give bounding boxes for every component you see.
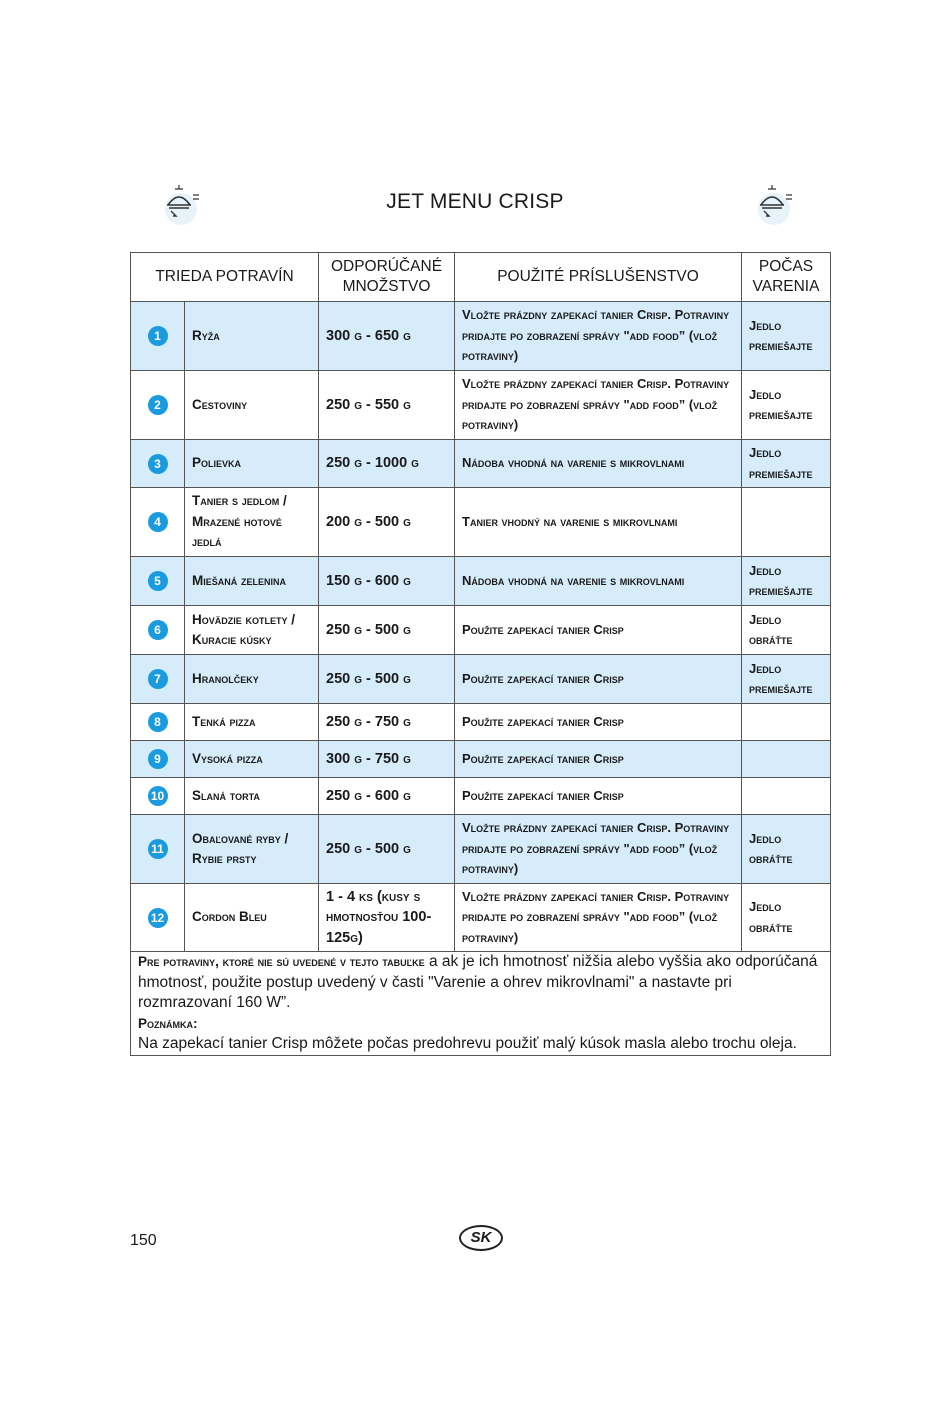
- accessory-cell: [455, 778, 742, 815]
- recommended-quantity: 1 - 4 ks (kusy s hmotnosťou 100-125g): [326, 888, 432, 946]
- row-number-badge-cell: [131, 371, 185, 440]
- food-category: Obaľované ryby / Rybie prsty: [192, 830, 289, 866]
- recommended-quantity: 150 g - 600 g: [326, 572, 411, 589]
- table-row: [131, 488, 831, 557]
- jet-menu-crisp-table: [130, 252, 831, 1056]
- accessory-cell: [455, 884, 742, 952]
- during-cooking: Jedlo premiešajte: [749, 660, 813, 696]
- recommended-quantity: 250 g - 550 g: [326, 396, 411, 413]
- during-cooking-cell: [742, 778, 831, 815]
- row-number-badge-cell: [131, 815, 185, 884]
- food-category-cell: [185, 440, 319, 488]
- note-lead: Pre potraviny, ktoré nie sú uvedené v tejto tabuľke: [138, 954, 425, 969]
- recommended-quantity: 250 g - 500 g: [326, 840, 411, 857]
- column-header: TRIEDA POTRAVÍN: [131, 253, 319, 302]
- accessory-cell: [455, 655, 742, 704]
- table-row: [131, 371, 831, 440]
- during-cooking-cell: [742, 302, 831, 371]
- note-body: Na zapekací tanier Crisp môžete počas predohrevu použiť malý kúsok masla alebo trochu oleja.: [138, 1035, 797, 1052]
- table-row: [131, 440, 831, 488]
- recommended-quantity-cell: [319, 557, 455, 606]
- recommended-quantity: 300 g - 650 g: [326, 327, 411, 344]
- accessory: Tanier vhodný na varenie s mikrovlnami: [462, 513, 678, 529]
- row-number-badge: 7: [148, 669, 168, 689]
- table-row: [131, 741, 831, 778]
- during-cooking-cell: [742, 884, 831, 952]
- food-category-cell: [185, 704, 319, 741]
- accessory-cell: [455, 704, 742, 741]
- table-row: [131, 815, 831, 884]
- food-category-cell: [185, 557, 319, 606]
- note-text: a ak je ich hmotnosť nižšia alebo vyššia ako odporúčaná hmotnosť, použite postup uvedený v časti "Varenie a ohrev mikrovlnami" a nastavte pri rozmrazovaní 160 W”.: [138, 953, 818, 1011]
- during-cooking-cell: [742, 606, 831, 655]
- recommended-quantity-cell: [319, 778, 455, 815]
- accessory: Použite zapekací tanier Crisp: [462, 621, 624, 637]
- food-category-cell: [185, 815, 319, 884]
- accessory: Nádoba vhodná na varenie s mikrovlnami: [462, 455, 685, 471]
- accessory-cell: [455, 488, 742, 557]
- row-number-badge: 3: [148, 454, 168, 474]
- during-cooking: Jedlo premiešajte: [749, 445, 813, 481]
- row-number-badge-cell: [131, 741, 185, 778]
- row-number-badge: 2: [148, 395, 168, 415]
- recommended-quantity: 250 g - 500 g: [326, 670, 411, 687]
- table-header-row: [131, 253, 831, 302]
- food-category: Hovädzie kotlety / Kuracie kúsky: [192, 611, 296, 647]
- recommended-quantity: 300 g - 750 g: [326, 750, 411, 767]
- accessory-cell: [455, 440, 742, 488]
- recommended-quantity-cell: [319, 302, 455, 371]
- food-category-cell: [185, 655, 319, 704]
- accessory: Použite zapekací tanier Crisp: [462, 750, 624, 766]
- row-number-badge: 10: [148, 786, 168, 806]
- row-number-badge-cell: [131, 606, 185, 655]
- row-number-badge-cell: [131, 884, 185, 952]
- during-cooking: Jedlo premiešajte: [749, 386, 813, 422]
- recommended-quantity-cell: [319, 704, 455, 741]
- during-cooking-cell: [742, 741, 831, 778]
- food-category-cell: [185, 371, 319, 440]
- during-cooking: Jedlo obráťte: [749, 830, 793, 866]
- accessory: Vložte prázdny zapekací tanier Crisp. Potraviny pridajte po zobrazení správy "add food” (vlož potraviny): [462, 307, 730, 364]
- column-header: POČAS VARENIA: [742, 253, 831, 302]
- food-category: Cordon Bleu: [192, 909, 267, 925]
- accessory-cell: [455, 302, 742, 371]
- row-number-badge: 1: [148, 326, 168, 346]
- food-category: Cestoviny: [192, 396, 248, 412]
- row-number-badge-cell: [131, 655, 185, 704]
- food-category: Slaná torta: [192, 787, 260, 803]
- accessory: Nádoba vhodná na varenie s mikrovlnami: [462, 572, 685, 588]
- food-category-cell: [185, 302, 319, 371]
- accessory: Vložte prázdny zapekací tanier Crisp. Potraviny pridajte po zobrazení správy "add food” (vlož potraviny): [462, 820, 730, 877]
- recommended-quantity-cell: [319, 488, 455, 557]
- during-cooking-cell: [742, 815, 831, 884]
- recommended-quantity: 200 g - 500 g: [326, 513, 411, 530]
- page-number: 150: [130, 1232, 157, 1249]
- table-row: [131, 302, 831, 371]
- food-category-cell: [185, 884, 319, 952]
- accessory-cell: [455, 371, 742, 440]
- food-category: Tenká pizza: [192, 713, 256, 729]
- during-cooking-cell: [742, 488, 831, 557]
- page-title: JET MENU CRISP: [386, 190, 564, 213]
- recommended-quantity-cell: [319, 440, 455, 488]
- during-cooking-cell: [742, 557, 831, 606]
- food-category: Miešaná zelenina: [192, 572, 287, 588]
- accessory: Použite zapekací tanier Crisp: [462, 670, 624, 686]
- recommended-quantity: 250 g - 500 g: [326, 621, 411, 638]
- table-row: [131, 778, 831, 815]
- accessory-cell: [455, 815, 742, 884]
- food-category: Hranolčeky: [192, 670, 259, 686]
- during-cooking-cell: [742, 655, 831, 704]
- accessory-cell: [455, 741, 742, 778]
- row-number-badge-cell: [131, 488, 185, 557]
- row-number-badge: 9: [148, 749, 168, 769]
- during-cooking: Jedlo obráťte: [749, 899, 793, 935]
- during-cooking-cell: [742, 704, 831, 741]
- during-cooking-cell: [742, 371, 831, 440]
- food-category-cell: [185, 606, 319, 655]
- recommended-quantity-cell: [319, 655, 455, 704]
- recommended-quantity: 250 g - 1000 g: [326, 455, 419, 472]
- during-cooking: Jedlo premiešajte: [749, 562, 813, 598]
- row-number-badge: 4: [148, 512, 168, 532]
- row-number-badge: 12: [148, 908, 168, 928]
- note-row: [131, 952, 831, 1056]
- accessory-cell: [455, 606, 742, 655]
- food-category-cell: [185, 778, 319, 815]
- column-header: ODPORÚČANÉ MNOŽSTVO: [319, 253, 455, 302]
- food-category-cell: [185, 741, 319, 778]
- food-category: Ryža: [192, 327, 220, 343]
- note-label: Poznámka:: [138, 1015, 198, 1031]
- note-cell: [131, 952, 831, 1056]
- row-number-badge: 11: [148, 839, 168, 859]
- recommended-quantity-cell: [319, 884, 455, 952]
- food-category: Vysoká pizza: [192, 750, 263, 766]
- food-category-cell: [185, 488, 319, 557]
- food-category: Tanier s jedlom / Mrazené hotové jedlá: [192, 493, 287, 550]
- recommended-quantity: 250 g - 750 g: [326, 713, 411, 730]
- recommended-quantity-cell: [319, 815, 455, 884]
- recommended-quantity-cell: [319, 371, 455, 440]
- table-row: [131, 557, 831, 606]
- language-badge: SK: [459, 1225, 503, 1251]
- row-number-badge: 6: [148, 620, 168, 640]
- column-header: POUŽITÉ PRÍSLUŠENSTVO: [455, 253, 742, 302]
- row-number-badge-cell: [131, 704, 185, 741]
- during-cooking: Jedlo premiešajte: [749, 317, 813, 353]
- row-number-badge-cell: [131, 778, 185, 815]
- recommended-quantity: 250 g - 600 g: [326, 787, 411, 804]
- recommended-quantity-cell: [319, 741, 455, 778]
- accessory: Použite zapekací tanier Crisp: [462, 787, 624, 803]
- accessory-cell: [455, 557, 742, 606]
- table-row: [131, 606, 831, 655]
- row-number-badge: 8: [148, 712, 168, 732]
- table-row: [131, 704, 831, 741]
- row-number-badge-cell: [131, 302, 185, 371]
- row-number-badge-cell: [131, 440, 185, 488]
- row-number-badge-cell: [131, 557, 185, 606]
- food-category: Polievka: [192, 455, 242, 471]
- row-number-badge: 5: [148, 571, 168, 591]
- table-row: [131, 884, 831, 952]
- accessory: Vložte prázdny zapekací tanier Crisp. Potraviny pridajte po zobrazení správy "add food” (vlož potraviny): [462, 888, 730, 945]
- table-row: [131, 655, 831, 704]
- during-cooking-cell: [742, 440, 831, 488]
- during-cooking: Jedlo obráťte: [749, 611, 793, 647]
- recommended-quantity-cell: [319, 606, 455, 655]
- accessory: Použite zapekací tanier Crisp: [462, 713, 624, 729]
- accessory: Vložte prázdny zapekací tanier Crisp. Potraviny pridajte po zobrazení správy "add food” (vlož potraviny): [462, 376, 730, 433]
- crisp-plate-icon: [752, 183, 802, 227]
